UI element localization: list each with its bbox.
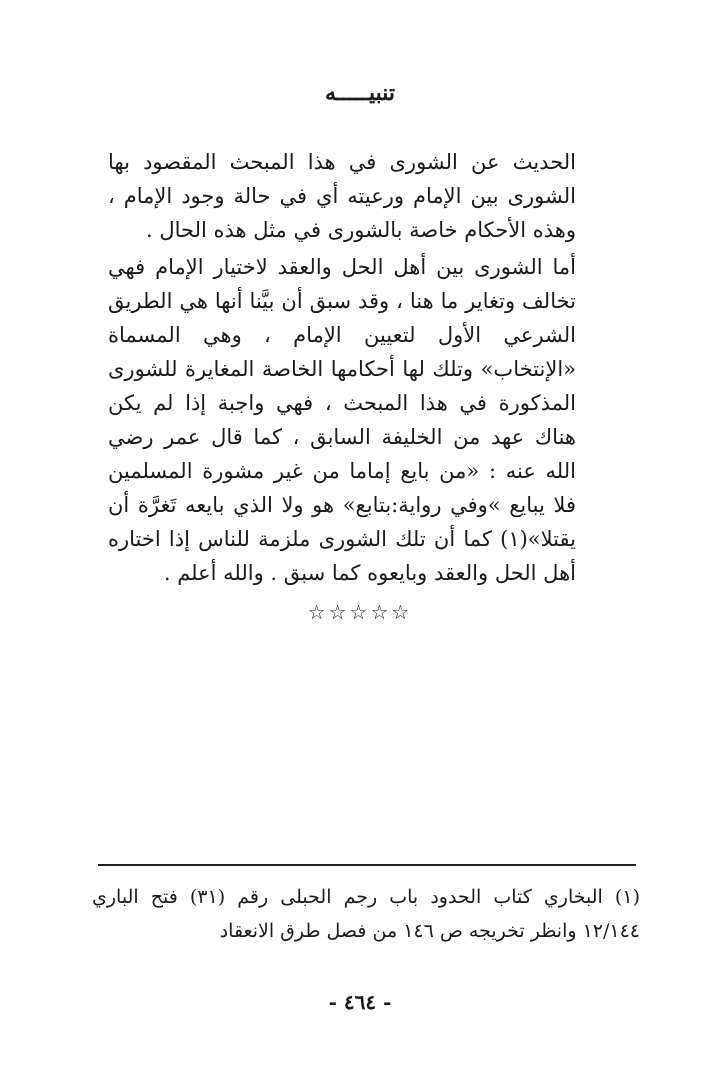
- page-number: - ٤٦٤ -: [328, 990, 392, 1014]
- star-separator: ☆☆☆☆☆: [307, 600, 413, 624]
- paragraph-2: أما الشورى بين أهل الحل والعقد لاختيار الإمام فهي تخالف وتغاير ما هنا ، وقد سبق أن بيَّنا أنها هي الطريق الشرعي الأول لتعيين الإمام ، وهي المسماة «الإنتخاب» وتلك لها أحكامها الخاصة المغايرة للشورى المذكورة في هذا المبحث ، فهي واجبة إذا لم يكن هناك عهد من الخليفة السابق ، كما قال عمر رضي الله عنه : «من بايع إماما من غير مشورة المسلمين فلا يبايع »وفي رواية:بتابع» هو ولا الذي بايعه تَغرَّة أن يقتلا»(١) كما أن تلك الشورى ملزمة للناس إذا اختاره أهل الحل والعقد وبايعوه كما سبق . والله أعلم .: [108, 255, 576, 585]
- paragraph-1: الحديث عن الشورى في هذا المبحث المقصود بها الشورى بين الإمام ورعيته أي في حالة وجود الإمام ، وهذه الأحكام خاصة بالشورى في مثل هذه الحال .: [108, 150, 576, 242]
- footnote: (١) البخاري كتاب الحدود باب رجم الحبلى رقم (٣١) فتح الباري ١٢/١٤٤ وانظر تخريجه ص ١٤٦ من فصل طرق الانعقاد: [92, 886, 640, 942]
- page-title: تنبيـــــه: [324, 80, 396, 106]
- footnote-divider: [98, 864, 636, 866]
